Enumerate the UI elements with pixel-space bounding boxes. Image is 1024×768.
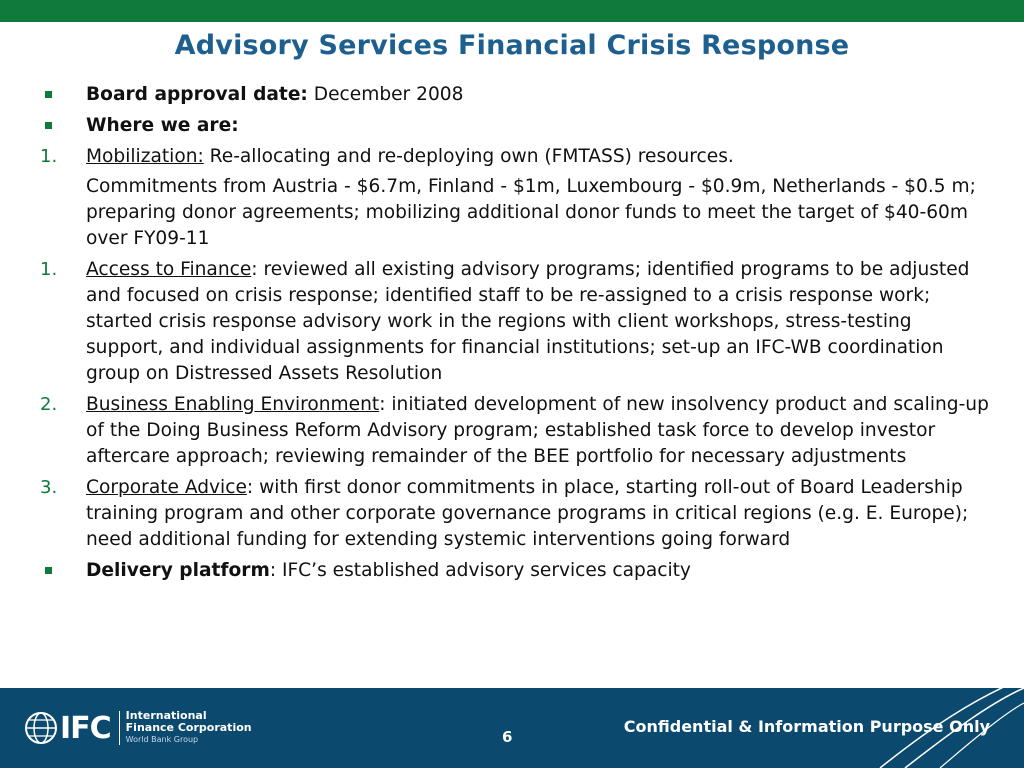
item-text: Commitments from Austria - $6.7m, Finland - $1m, Luxembourg - $0.9m, Netherlands - $0.5 m; preparing donor agreements; mobilizing additional donor funds to meet the target of $40-60m over FY09-11 [86,176,976,249]
logo-line-2: Finance Corporation [125,721,252,734]
page-number: 6 [502,728,513,746]
footer-bar [0,688,1024,768]
item-number: 1. [40,259,58,280]
item-heading: Corporate Advice [86,477,247,498]
list-item-business-enabling [40,392,990,470]
item-heading: Mobilization: [86,146,204,167]
slide-title: Advisory Services Financial Crisis Response [174,30,850,61]
logo-divider [119,711,120,745]
item-text: December 2008 [307,84,464,105]
list-item-corporate-advice [40,475,990,553]
item-text: : with first donor commitments in place, starting roll-out of Board Leadership training program and other corporate governance programs in critical regions (e.g. E. Europe); need additional funding for extending systemic interventions going forward [86,477,969,550]
ifc-logo [24,710,252,746]
slide-content [40,82,990,589]
logo-line-1: International [125,709,207,722]
item-label: Board approval date: [86,84,308,105]
list-item-mobilization [40,144,990,170]
item-label: Where we are: [86,115,239,136]
item-heading: Access to Finance [86,259,252,280]
item-text: : IFC’s established advisory services capacity [269,560,691,581]
item-number: 3. [40,477,58,498]
logo-line-3: World Bank Group [125,735,199,744]
list-item-access-to-finance [40,257,990,387]
item-text: : initiated development of new insolvency product and scaling-up of the Doing Business Reform Advisory program; established task force to develop investor aftercare approach; reviewing remainder of the BEE portfolio for necessary adjustments [86,394,989,467]
item-text: : reviewed all existing advisory programs; identified programs to be adjusted and focused on crisis response; identified staff to be re-assigned to a crisis response work; started crisis response advisory work in the regions with client workshops, stress-testing support, and individual assignments for financial institutions; set-up an IFC-WB coordination group on Distressed Assets Resolution [86,259,970,384]
list-item-board-approval [40,82,990,108]
logo-text: IFC [60,710,111,746]
item-text: Re-allocating and re-deploying own (FMTASS) resources. [203,146,734,167]
globe-icon [24,711,58,745]
bullet-square-icon [40,82,80,108]
list-item-commitments [40,174,990,252]
list-item-where-we-are [40,113,990,139]
item-label: Delivery platform [86,560,270,581]
item-heading: Business Enabling Environment [86,394,380,415]
logo-wordmark [126,710,252,746]
bullet-square-icon [40,113,80,139]
top-green-bar [0,0,1024,22]
item-number: 2. [40,394,58,415]
bullet-square-icon [40,558,80,584]
item-number: 1. [40,146,58,167]
list-item-delivery-platform [40,558,990,584]
confidential-notice: Confidential & Information Purpose Only [623,717,990,736]
